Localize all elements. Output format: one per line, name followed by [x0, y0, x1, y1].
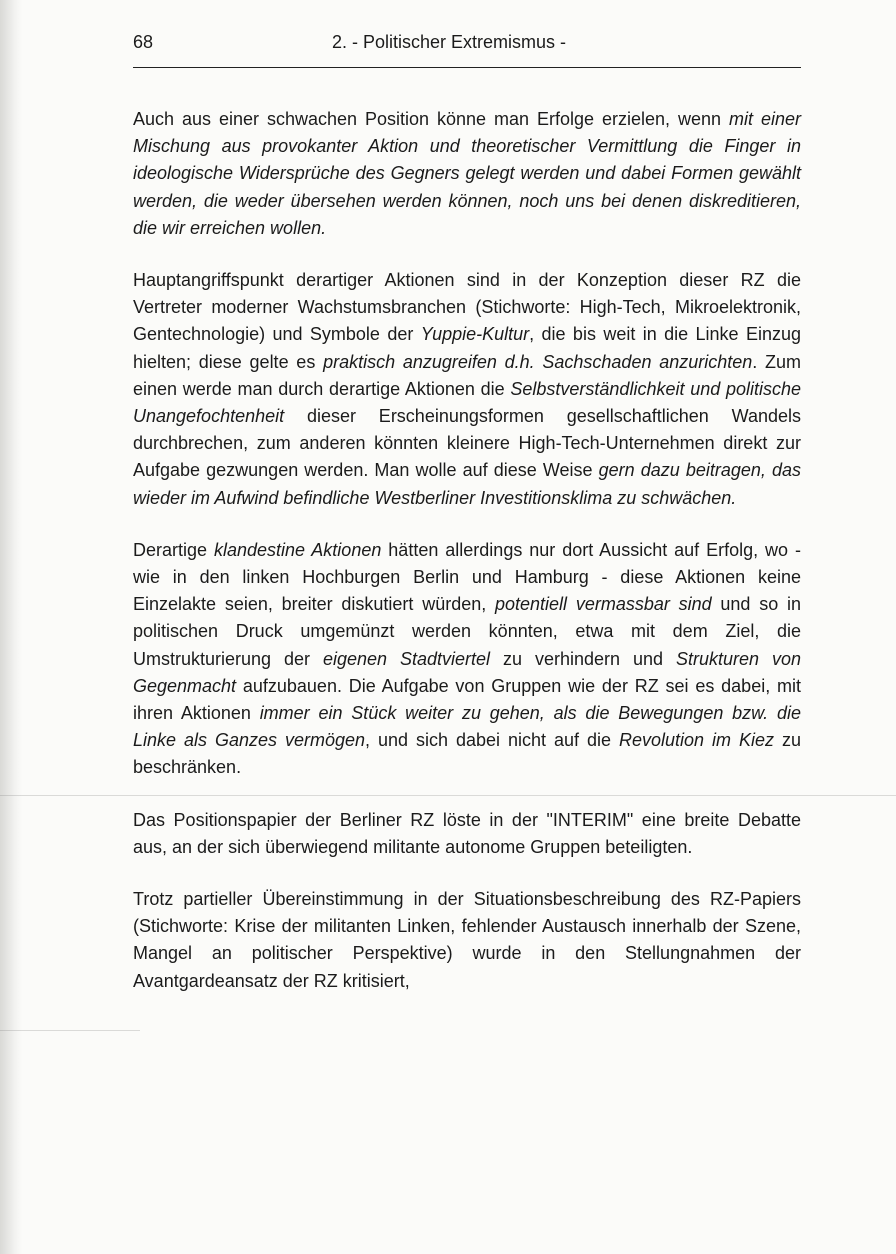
text-segment: hätten allerdings nur dort Aussicht auf Erfolg, wo - wie in den linken Hochburgen Berlin und Hamburg - diese Aktionen keine Einzelakte seien, breiter diskutiert würden, [133, 539, 801, 615]
text-segment: Derartige [133, 539, 214, 560]
italic-text-segment: eigenen Stadtviertel [322, 648, 491, 669]
italic-text-segment: potentiell vermassbar sind [495, 594, 712, 615]
text-segment: Das Positionspapier der Berliner RZ löste in der "INTERIM" eine breite Debatte aus, an der sich überwiegend militante autonome Gruppen beteiligten. [133, 809, 801, 857]
text-segment: . Zum einen werde man durch derartige Aktionen die [133, 351, 802, 399]
italic-text-segment: Selbstverständlichkeit und politische Unangefochtenheit [133, 378, 802, 427]
text-segment: , und sich dabei nicht auf die [365, 730, 620, 751]
paragraph [133, 267, 801, 512]
page-header [133, 28, 801, 68]
italic-text-segment: mit einer Mischung aus provokanter Aktion und theoretischer Vermittlung die Finger in ideologische Widersprüche des Gegners gelegt werden und dabei Formen gewählt werden, die weder übersehen werden können, noch uns bei denen diskreditieren, die wir erreichen wollen. [133, 109, 801, 238]
italic-text-segment: praktisch anzugreifen d.h. Sachschaden anzurichten [323, 351, 753, 372]
text-segment: zu beschränken. [133, 730, 802, 778]
text-segment: Hauptangriffspunkt derartiger Aktionen sind in der Konzeption dieser RZ die Vertreter moderner Wachstumsbranchen (Stichworte: High-Tech, Mikroelektronik, Gentechnologie) und Symbole der [133, 270, 801, 345]
scan-fold-line [0, 1030, 140, 1031]
paragraph [133, 886, 801, 995]
text-segment: Auch aus einer schwachen Position könne man Erfolge erzielen, wenn [133, 109, 729, 129]
scan-edge-shadow [0, 0, 22, 1254]
text-segment: , die bis weit in die Linke Einzug hielten; diese gelte es [133, 324, 801, 372]
text-segment: Trotz partieller Übereinstimmung in der Situationsbeschreibung des RZ-Papiers (Stichworte: Krise der militanten Linken, fehlender Austausch innerhalb der Szene, Mangel an politischer Perspektive) wurde in den Stellungnahmen der Avantgardeansatz der RZ kritisiert, [133, 889, 801, 991]
paragraph [133, 537, 801, 782]
header-rule [133, 67, 801, 68]
running-title: 2. - Politischer Extremismus - [332, 32, 567, 52]
text-segment: dieser Erscheinungsformen gesellschaftlichen Wandels durchbrechen, zum anderen könnten kleinere High-Tech-Unternehmen direkt zur Aufgabe gezwungen werden. Man wolle auf diese Weise [133, 406, 801, 481]
italic-text-segment: Strukturen von Gegenmacht [133, 648, 802, 696]
text-segment: und so in politischen Druck umgemünzt werden könnten, etwa mit dem Ziel, die Umstrukturierung der [133, 594, 801, 669]
italic-text-segment: Revolution im Kiez [619, 730, 775, 751]
text-segment: zu verhindern und [490, 648, 676, 669]
page-number: 68 [133, 32, 154, 52]
text-segment: aufzubauen. Die Aufgabe von Gruppen wie der RZ sei es dabei, mit ihren Aktionen [133, 675, 801, 724]
scan-fold-line [0, 795, 896, 796]
paragraph [133, 106, 801, 242]
body-text [133, 106, 801, 1020]
italic-text-segment: gern dazu beitragen, das wieder im Aufwind befindliche Westberliner Investitionsklima zu schwächen. [133, 460, 801, 508]
italic-text-segment: immer ein Stück weiter zu gehen, als die Bewegungen bzw. die Linke als Ganzes vermögen [133, 703, 801, 751]
italic-text-segment: Yuppie-Kultur [420, 324, 530, 345]
italic-text-segment: klandestine Aktionen [213, 539, 382, 560]
paragraph [133, 807, 801, 861]
